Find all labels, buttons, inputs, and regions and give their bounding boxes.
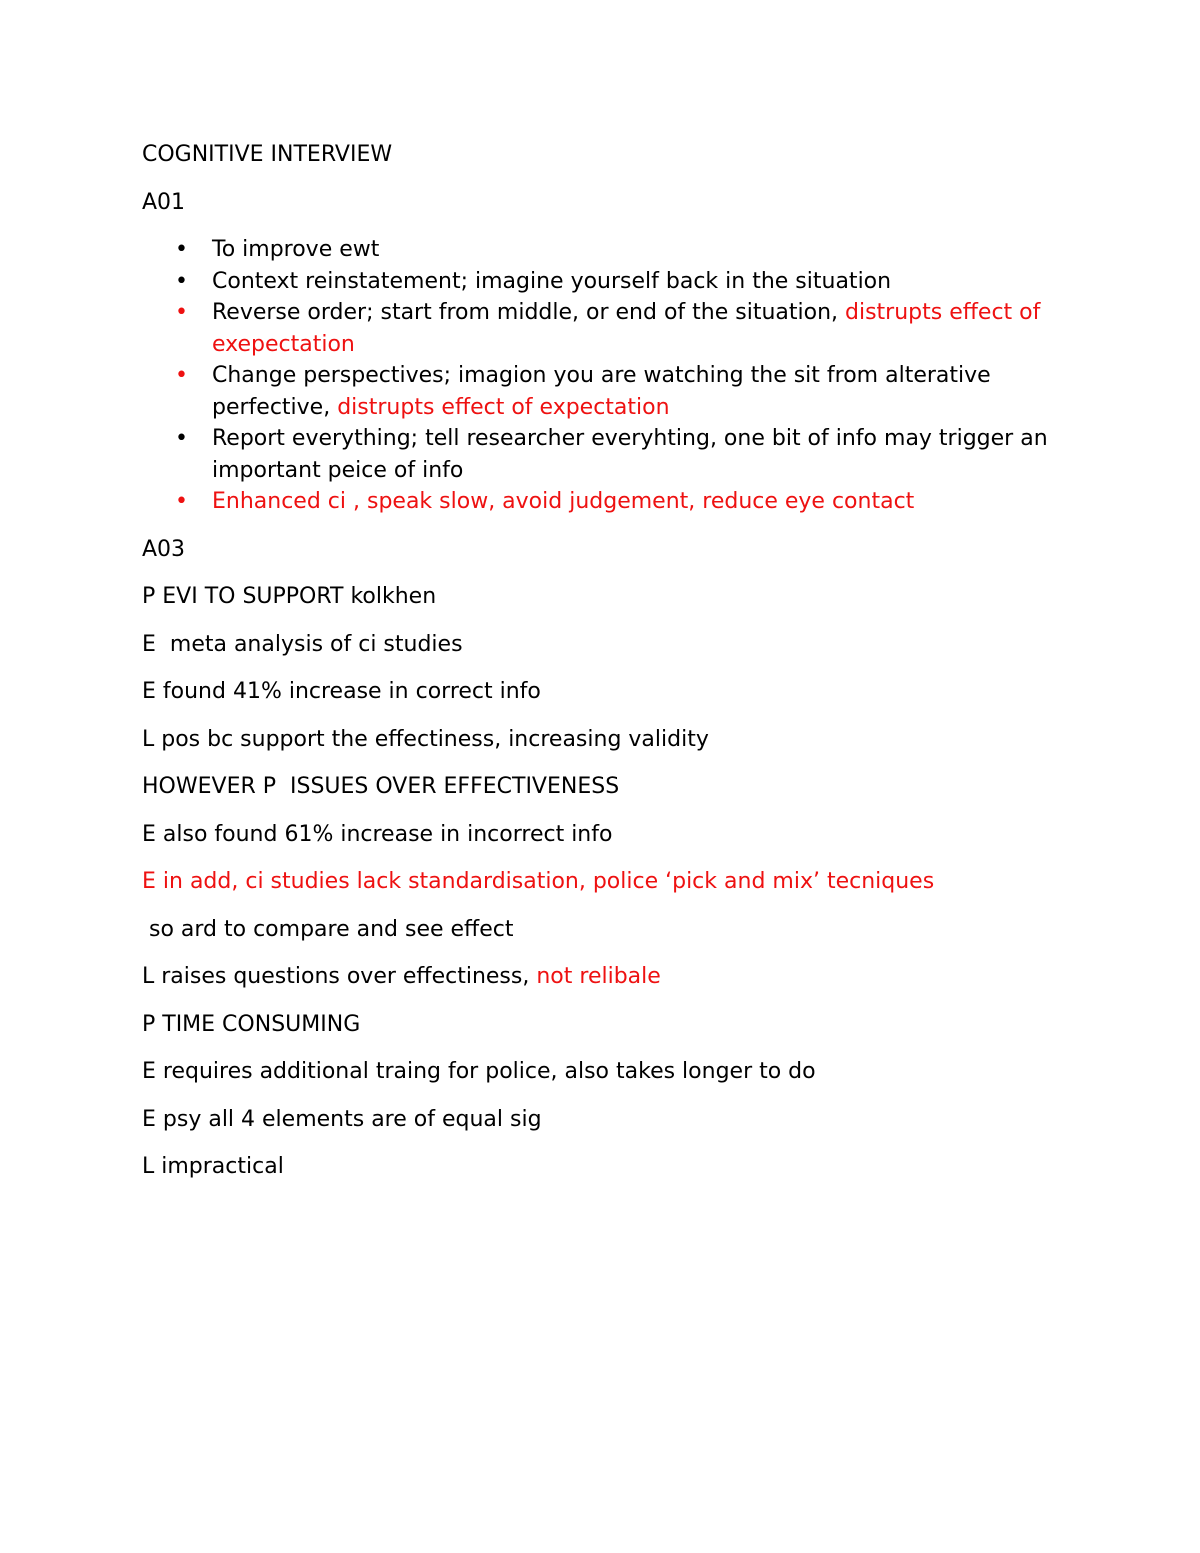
line-text: E meta analysis of ci studies [142, 631, 463, 657]
bullet-text: Report everything; tell researcher everyhting, one bit of info may trigger an important peice of info [212, 426, 1048, 483]
bullet-red-text: distrupts effect of exepectation [212, 300, 1041, 357]
line-text: L impractical [142, 1154, 284, 1179]
line-red-text: in add, ci studies lack standardisation, police ‘pick and mix’ tecniques [162, 869, 935, 894]
bullet-dot-icon: • [175, 426, 188, 451]
line-text: E found 41% increase in correct info [142, 679, 541, 704]
document-title: COGNITIVE INTERVIEW [142, 142, 393, 167]
bullet-text: Context reinstatement; imagine yourself back in the situation [212, 268, 892, 294]
bullet-text: To improve ewt [212, 237, 380, 262]
line-text: E requires additional traing for police, also takes longer to do [142, 1059, 816, 1084]
bullet-dot-icon: • [175, 300, 188, 325]
bullet-dot-icon: • [175, 237, 188, 262]
bullet-item [142, 423, 1072, 486]
bullet-item [142, 297, 1072, 360]
bullet-text: Reverse order; start from middle, or end of the situation, [212, 300, 846, 325]
line-text: E [142, 869, 163, 894]
bullet-item [142, 486, 1072, 518]
line-text: E also found 61% increase in incorrect info [142, 821, 613, 847]
bullet-text: Change perspectives; imagion you are watching the sit from alterative perfective, [212, 363, 991, 420]
evaluation-line [142, 866, 1072, 898]
line-text: P EVI TO SUPPORT kolkhen [142, 584, 437, 609]
evaluation-line [142, 914, 1072, 946]
a01-bullet-list [142, 234, 1072, 518]
line-text: L pos bc support the effectiness, increasing validity [142, 726, 709, 752]
line-text: L raises questions over effectiness, [142, 964, 537, 989]
bullet-item [142, 360, 1072, 423]
line-text: P TIME CONSUMING [142, 1011, 361, 1037]
document-page [142, 139, 1072, 1199]
evaluation-line [142, 1151, 1072, 1183]
line-text: E psy all 4 elements are of equal sig [142, 1106, 542, 1132]
bullet-red-text: distrupts effect of expectation [337, 394, 670, 420]
evaluation-line [142, 771, 1072, 803]
bullet-dot-icon: • [175, 268, 188, 294]
bullet-item [142, 266, 1072, 298]
section-heading-a03: A03 [142, 536, 186, 562]
evaluation-line [142, 819, 1072, 851]
line-red-text: not relibale [536, 964, 661, 989]
section-heading-a01: A01 [142, 189, 186, 215]
evaluation-line [142, 1056, 1072, 1088]
evaluation-line [142, 629, 1072, 661]
evaluation-line [142, 724, 1072, 756]
bullet-dot-icon: • [175, 489, 188, 514]
bullet-item [142, 234, 1072, 266]
line-text: HOWEVER P ISSUES OVER EFFECTIVENESS [142, 774, 620, 799]
evaluation-line [142, 961, 1072, 993]
evaluation-line [142, 676, 1072, 708]
bullet-red-text: Enhanced ci , speak slow, avoid judgement, reduce eye contact [212, 489, 915, 514]
bullet-dot-icon: • [175, 363, 188, 388]
evaluation-line [142, 1104, 1072, 1136]
line-text: so ard to compare and see effect [142, 916, 514, 942]
evaluation-line [142, 1009, 1072, 1041]
evaluation-line [142, 581, 1072, 613]
